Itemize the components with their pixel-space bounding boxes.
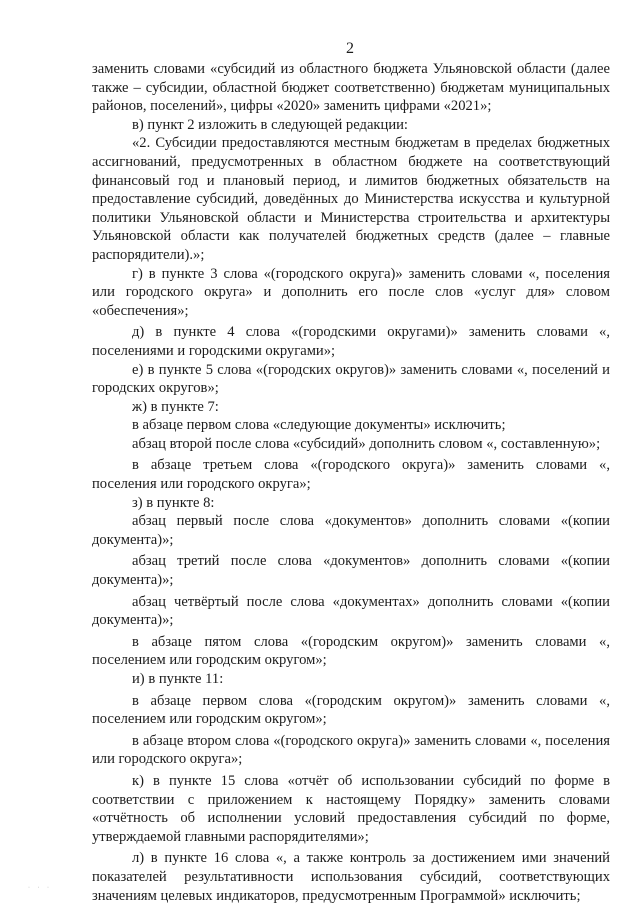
paragraph-subitem: абзац четвёртый после слова «документах» дополнить словами «(копии документа)»;	[92, 593, 610, 629]
paragraph-item-e: е) в пункте 5 слова «(городских округов)» заменить словами «, поселений и городских округов»;	[92, 361, 610, 397]
page-number: 2	[346, 40, 354, 57]
paragraph-subitem: в абзаце втором слова «(городского округа)» заменить словами «, поселения или городского округа»;	[92, 732, 610, 768]
paragraph-continuation: заменить словами «субсидий из областного бюджета Ульяновской области (далее также – субсидии, областной бюджет соответственно) бюджетам муниципальных районов, поселений», цифры «2020» заменить цифрами «2021»;	[92, 61, 610, 115]
paragraph-quoted-clause-2: «2. Субсидии предоставляются местным бюджетам в пределах бюджетных ассигнований, предусмотренных в областном бюджете на соответствующий финансовый год и плановый период, и лимитов бюджетных обязательств на предоставление субсидий, доведённых до Министерства искусства и культурной политики Ульяновской области и Министерства строительства и архитектуры Ульяновской области как получателей бюджетных средств (далее – главные распорядители).»;	[92, 135, 610, 263]
paragraph-item-zh: ж) в пункте 7:	[132, 398, 219, 415]
paragraph-subitem: в абзаце пятом слова «(городским округом)» заменить словами «, поселением или городским округом»;	[92, 633, 610, 669]
paragraph-item-l: л) в пункте 16 слова «, а также контроль за достижением ими значений показателей результативности использования субсидий, соответствующих значениям целевых индикаторов, предусмотренным Программой» исключить;	[92, 850, 610, 904]
paragraph-item-d: д) в пункте 4 слова «(городскими округами)» заменить словами «, поселениями и городскими округами»;	[92, 324, 610, 359]
paragraph-subitem: абзац второй после слова «субсидий» дополнить словом «, составленную»;	[132, 435, 601, 452]
paragraph-subitem: в абзаце первом слова «(городским округом)» заменить словами «, поселением или городским округом»;	[92, 692, 610, 728]
paragraph-item-z: з) в пункте 8:	[132, 494, 215, 511]
paragraph-subitem: абзац первый после слова «документов» дополнить словами «(копии документа)»;	[92, 513, 610, 548]
paragraph-subitem: в абзаце первом слова «следующие документы» исключить;	[132, 417, 506, 434]
scan-artifact: · · ·	[28, 885, 52, 891]
paragraph-item-i: и) в пункте 11:	[132, 671, 224, 687]
paragraph-subitem: абзац третий после слова «документов» дополнить словами «(копии документа)»;	[92, 553, 610, 589]
paragraph-subitem: в абзаце третьем слова «(городского округа)» заменить словами «, поселения или городского округа»;	[92, 457, 610, 493]
paragraph-item-g: г) в пункте 3 слова «(городского округа)» заменить словами «, поселения или городского округа» и дополнить его после слов «услуг для» словом «обеспечения»;	[92, 265, 610, 319]
paragraph-item-v: в) пункт 2 изложить в следующей редакции:	[132, 116, 408, 133]
paragraph-item-k: к) в пункте 15 слова «отчёт об использовании субсидий по форме в соответствии с приложением к настоящему Порядку» заменить словами «отчётность об исполнении условий предоставления субсидий по форме, утверждаемой главными распорядителями»;	[92, 772, 610, 845]
document-body	[92, 60, 610, 905]
